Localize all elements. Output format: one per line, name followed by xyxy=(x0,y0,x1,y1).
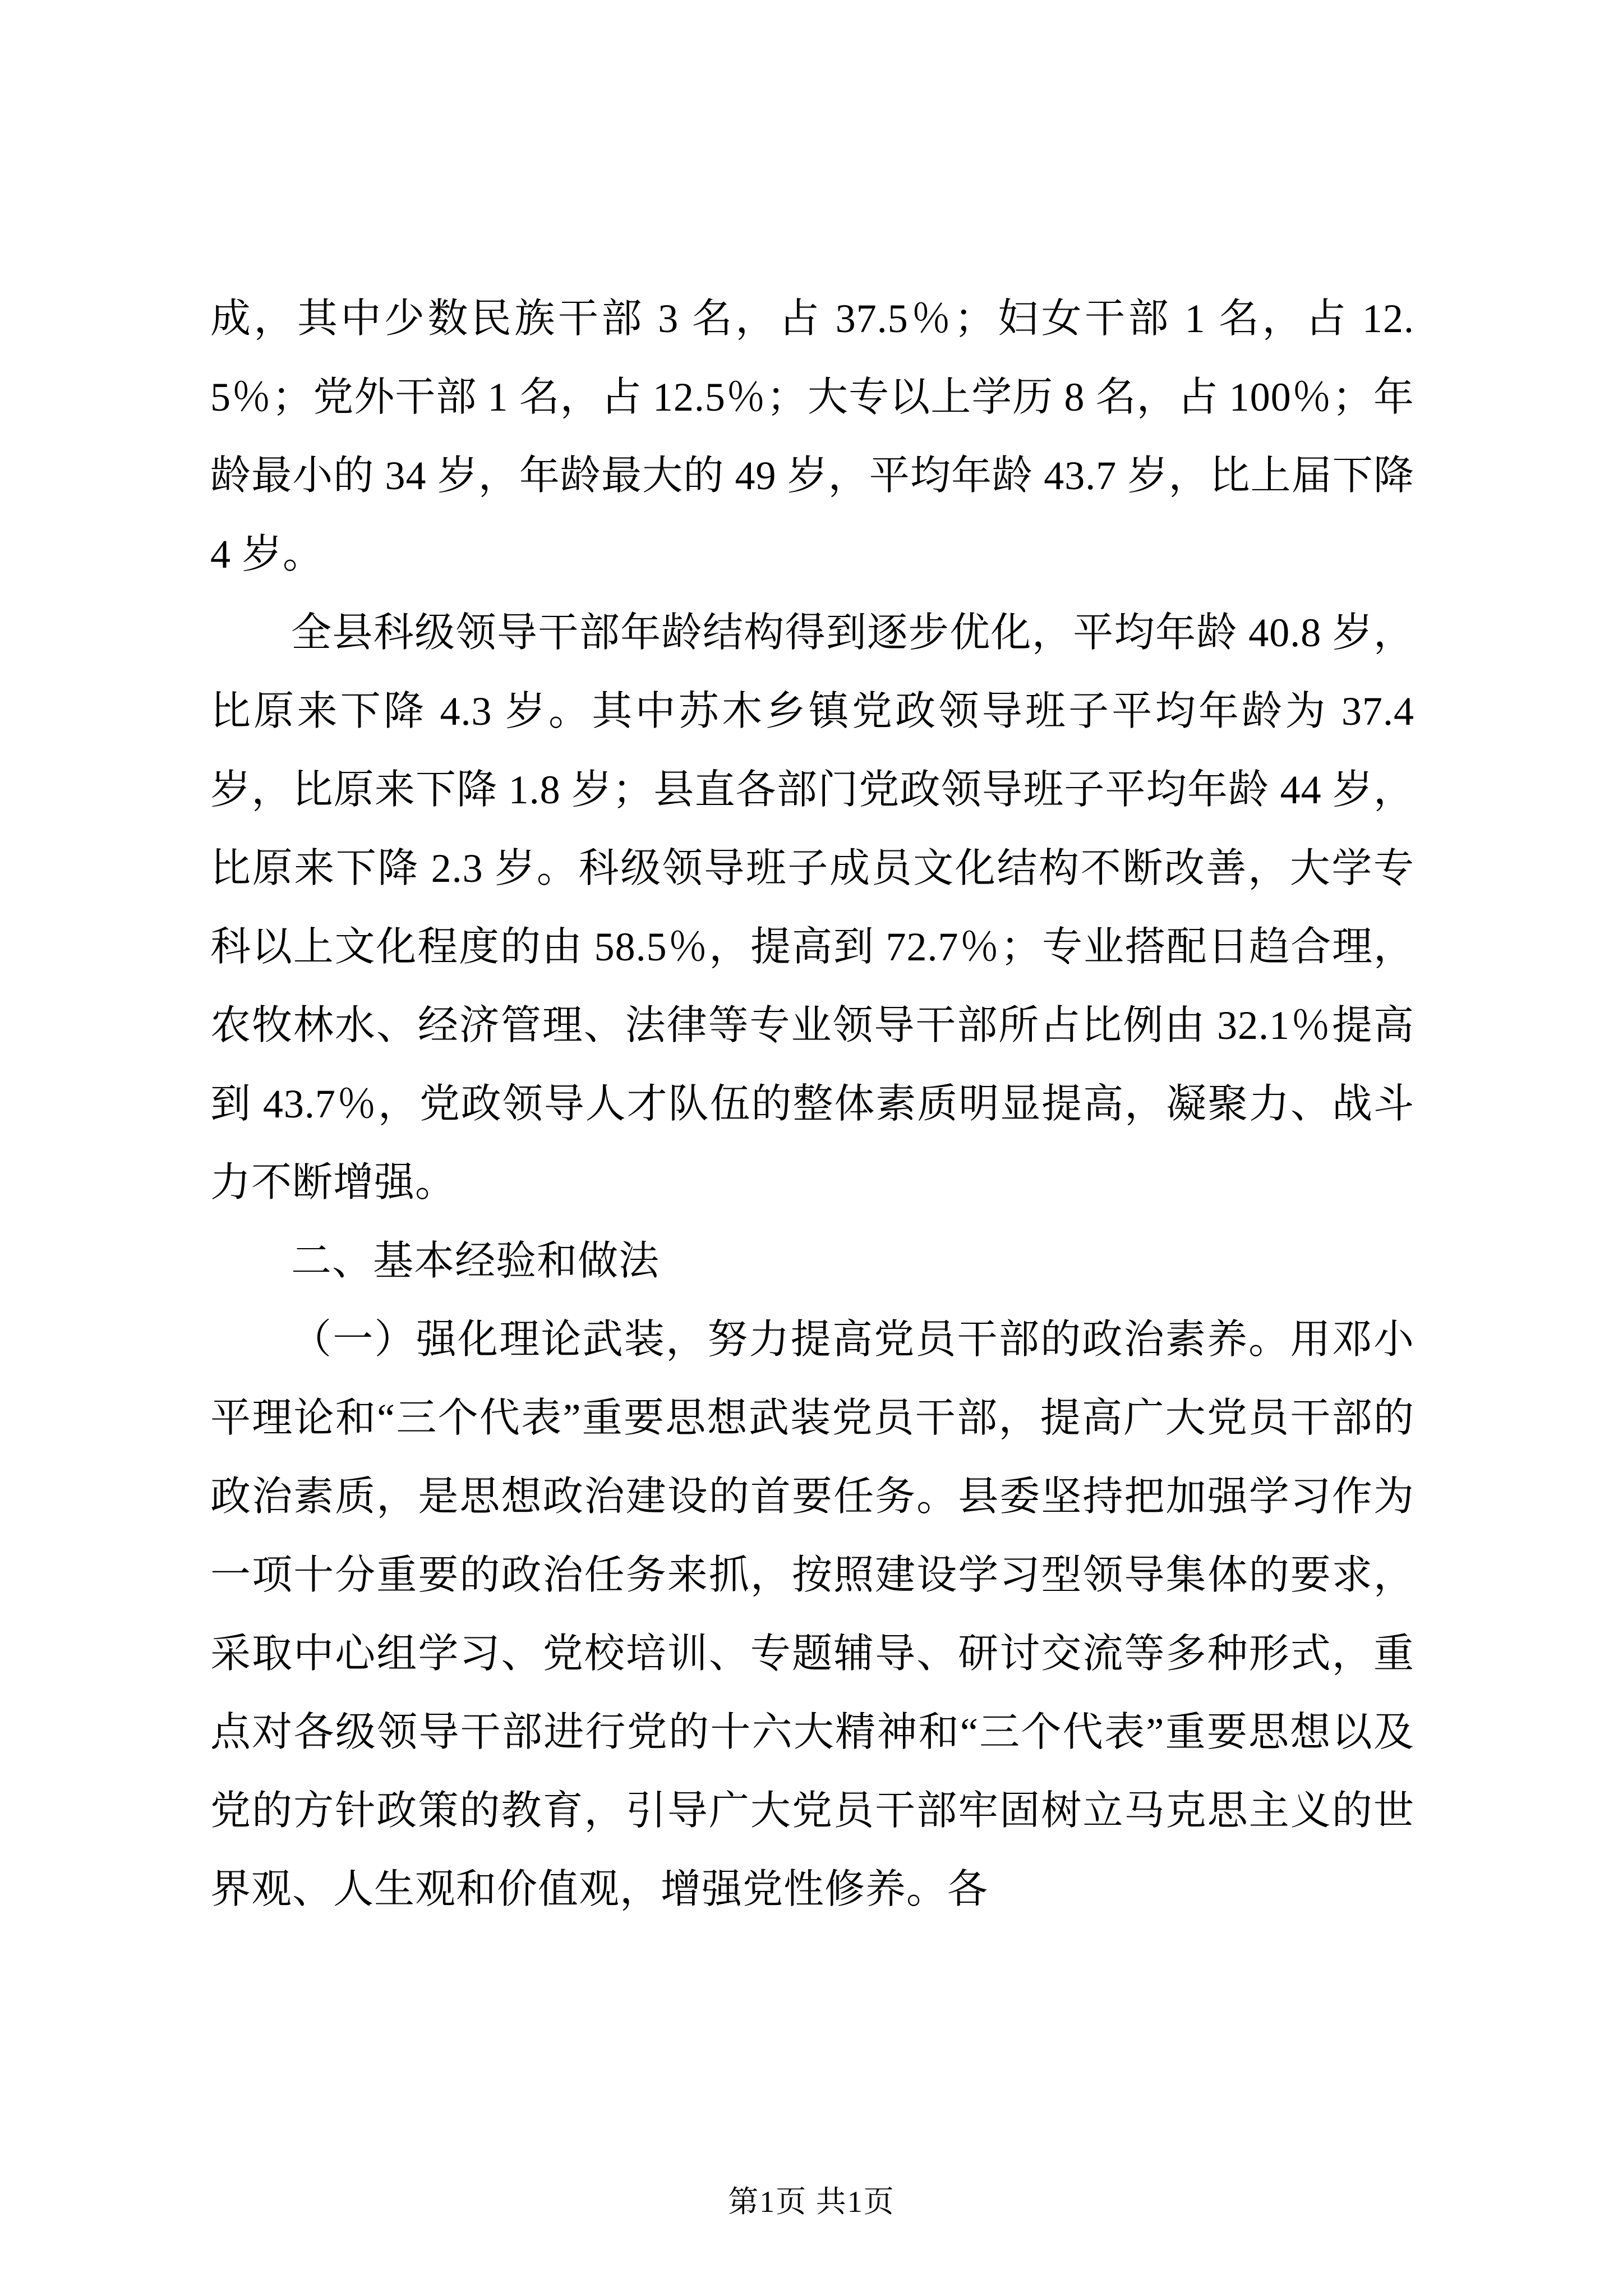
page-number: 第1页 共1页 xyxy=(728,2185,895,2219)
paragraph: 全县科级领导干部年龄结构得到逐步优化，平均年龄 40.8 岁，比原来下降 4.3 岁。其中苏木乡镇党政领导班子平均年龄为 37.4 岁，比原来下降 1.8 岁；县直各部门党政领导班子平均年龄 44 岁，比原来下降 2.3 岁。科级领导班子成员文化结构不断改善，大学专科以上文化程度的由 58.5％，提高到 72.7％；专业搭配日趋合理，农牧林水、经济管理、法律等专业领导干部所占比例由 32.1％提高到 43.7％，党政领导人才队伍的整体素质明显提高，凝聚力、战斗力不断增强。 xyxy=(210,610,1414,1205)
section-heading: 二、基本经验和做法 xyxy=(291,1239,660,1283)
paragraph: （一）强化理论武装，努力提高党员干部的政治素养。用邓小平理论和“三个代表”重要思想武装党员干部，提高广大党员干部的政治素质，是思想政治建设的首要任务。县委坚持把加强学习作为一项十分重要的政治任务来抓，按照建设学习型领导集体的要求，采取中心组学习、党校培训、专题辅导、研讨交流等多种形式，重点对各级领导干部进行党的十六大精神和“三个代表”重要思想以及党的方针政策的教育，引导广大党员干部牢固树立马克思主义的世界观、人生观和价值观，增强党性修养。各 xyxy=(210,1317,1414,1912)
document-content xyxy=(210,279,1414,1929)
page-footer xyxy=(0,2182,1623,2221)
paragraph: 成，其中少数民族干部 3 名，占 37.5％；妇女干部 1 名，占 12.5％；党外干部 1 名，占 12.5％；大专以上学历 8 名，占 100％；年龄最小的 34 岁，年龄最大的 49 岁，平均年龄 43.7 岁，比上届下降 4 岁。 xyxy=(210,296,1414,577)
